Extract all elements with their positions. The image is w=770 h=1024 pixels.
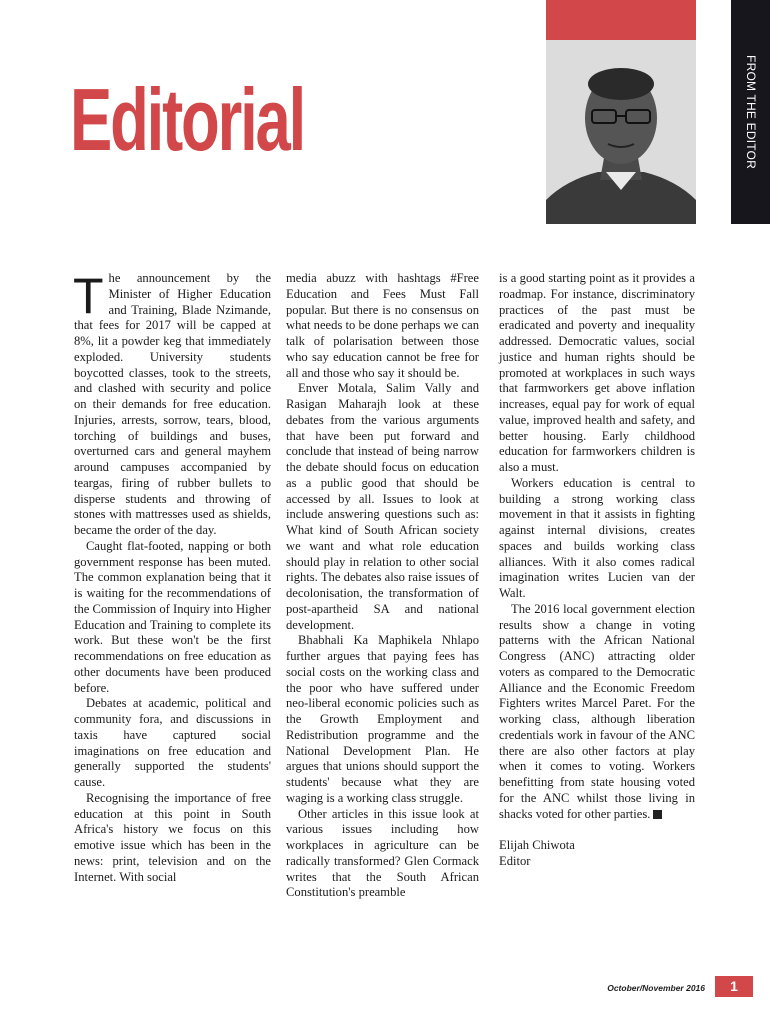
- article-paragraph: The announcement by the Minister of Higher Education and Training, Blade Nzimande, that fees for 2017 will be capped at 8%, lit a powder keg that immediately exploded. University students boycotted classes, took to the streets, and clashed with security and police on their demands for free education. Injuries, arrests, sorrow, tears, blood, torching of buildings and buses, overturned cars and general mayhem around campuses accompanied by teargas, firing of rubber bullets to disperse students and throwing of stones with mattresses used as shields, became the order of the day.: [73, 268, 271, 537]
- header-accent-block: [546, 0, 696, 40]
- article-paragraph: Recognising the importance of free education at this point in South Africa's history we focus on this emotive issue which has been in the news: print, television and on the Internet. With social: [74, 790, 271, 884]
- article-paragraph: Other articles in this issue look at various issues including how workplaces in agriculture can be radically transformed? Glen Cormack writes that the South African Constitution's preamble: [286, 806, 479, 900]
- article-paragraph: Debates at academic, political and community fora, and discussions in taxis have captured social imaginations on free education and generally supported the students' cause.: [74, 696, 271, 789]
- article-paragraph: Bhabhali Ka Maphikela Nhlapo further argues that paying fees has social costs on the working class and the poor who have suffered under neo-liberal economic policies such as the Growth Employment and Redistribution programme and the National Development Plan. He argues that unions should support the students' because what they are waging is a working class struggle.: [286, 633, 479, 805]
- article-paragraph: Caught flat-footed, napping or both government response has been muted. The common explanation being that it is waiting for the recommendations of the Commission of Inquiry into Higher Education and Training to complete its work. But these won't be the first recommendations on free education as other documents have been produced before.: [74, 538, 271, 695]
- section-tab-label: FROM THE EDITOR: [743, 55, 758, 169]
- article-column-1: [73, 268, 271, 885]
- issue-date: October/November 2016: [607, 983, 705, 993]
- drop-cap: T: [73, 268, 104, 324]
- editor-portrait-image: [546, 40, 696, 224]
- page-title: Editorial: [70, 70, 305, 169]
- section-tab: [731, 0, 770, 224]
- article-column-3: [499, 271, 695, 870]
- article-paragraph: Enver Motala, Salim Vally and Rasigan Maharajh look at these debates from the various arguments that have been put forward and conclude that instead of being narrow the debate should focus on education as a public good that should be accessed by all. Issues to look at include answering questions such as: What kind of South African society we want and what role education should play in relation to other social rights. The debates also raise issues of decolonisation, the transformation of post-apartheid SA and national development.: [286, 381, 479, 632]
- article-paragraph: media abuzz with hashtags #Free Education and Fees Must Fall popular. But there is no consensus on what needs to be done perhaps we can talk of polarisation between those who say education cannot be free for all and those who say it should be.: [286, 271, 479, 380]
- article-paragraph: The 2016 local government election results show a change in voting patterns with the African National Congress (ANC) attracting older voters as compared to the Democratic Alliance and the Economic Freedom Fighters writes Marcel Paret. For the working class, although liberation credentials work in favour of the ANC there are also other factors at play when it comes to voting. Workers benefitting from state housing voted for the ANC whilst those living in shacks voted for other parties.: [499, 601, 695, 821]
- article-column-2: [286, 271, 479, 901]
- editor-photo: [546, 40, 696, 224]
- signature-name: Elijah Chiwota: [499, 838, 575, 853]
- end-of-article-icon: [653, 810, 662, 819]
- article-paragraph: is a good starting point as it provides a roadmap. For instance, discriminatory practices of the past must be eradicated and poverty and inequality addressed. Democratic values, social justice and human rights should be promoted at workplaces in such ways that farmworkers get above inflation increases, equal pay for work of equal value, improved health and safety, and better housing. Early childhood education for farmworkers children is also a must.: [499, 271, 695, 474]
- page-number: 1: [715, 976, 753, 997]
- signature-role: Editor: [499, 854, 531, 868]
- article-paragraph: Workers education is central to building a strong working class movement in that it assists in fighting against internal divisions, creates spaces and builds working class alliances. With it also comes radical imagination writes Lucien van der Walt.: [499, 475, 695, 600]
